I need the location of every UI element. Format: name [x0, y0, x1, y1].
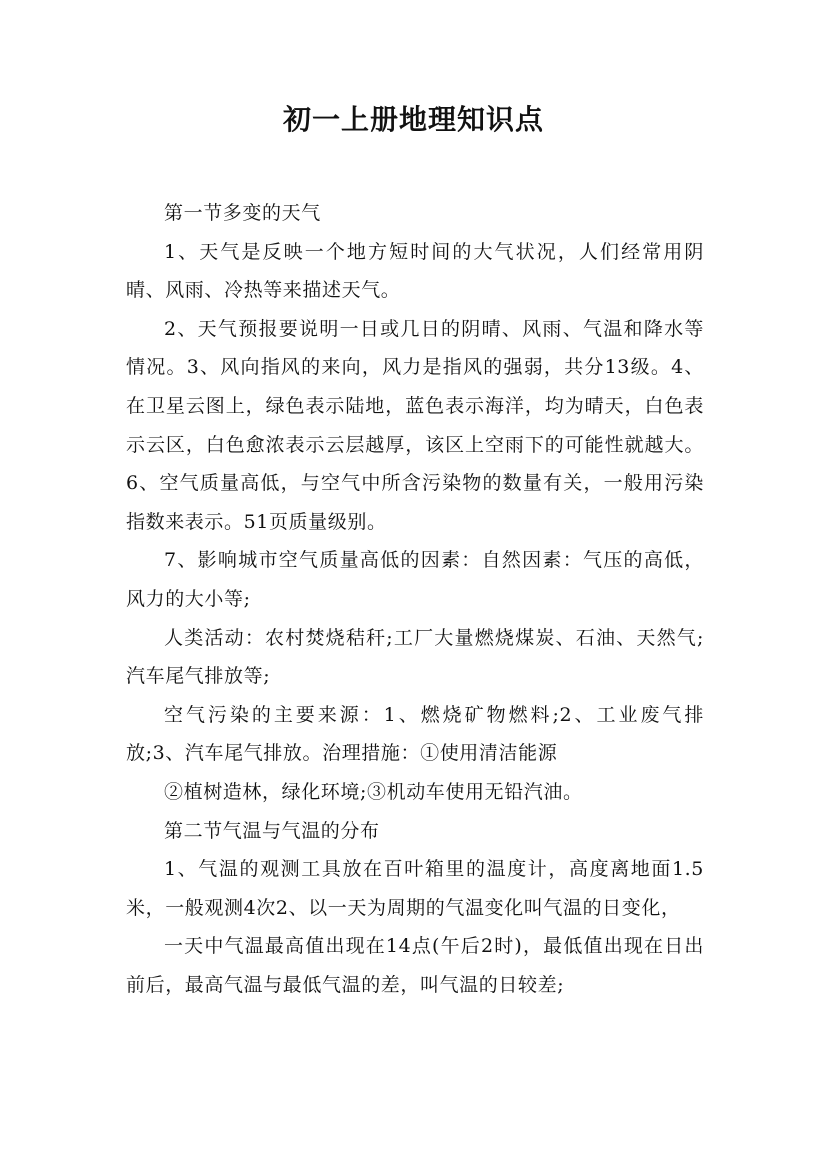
- page-title: 初一上册地理知识点: [282, 103, 544, 136]
- paragraph: 2、天气预报要说明一日或几日的阴晴、风雨、气温和降水等情况。3、风向指风的来向，风力是指风的强弱，共分13级。4、在卫星云图上，绿色表示陆地，蓝色表示海洋，均为晴天，白色表示云区，白色愈浓表示云层越厚，该区上空雨下的可能性就越大。6、空气质量高低，与空气中所含污染物的数量有关，一般用污染指数来表示。51页质量级别。: [126, 317, 704, 533]
- document-body: [126, 194, 704, 1004]
- paragraph: 1、气温的观测工具放在百叶箱里的温度计，高度离地面1.5米，一般观测4次2、以一天为周期的气温变化叫气温的日变化，: [126, 858, 704, 919]
- paragraph: 7、影响城市空气质量高低的因素：自然因素：气压的高低，风力的大小等;: [126, 549, 704, 610]
- paragraph-section-heading-2: 第二节气温与气温的分布: [164, 819, 380, 842]
- paragraph: 一天中气温最高值出现在14点(午后2时)，最低值出现在日出前后，最高气温与最低气温的差，叫气温的日较差;: [126, 935, 704, 996]
- paragraph: 1、天气是反映一个地方短时间的大气状况，人们经常用阴晴、风雨、冷热等来描述天气。: [126, 240, 704, 302]
- paragraph: ②植树造林，绿化环境;③机动车使用无铅汽油。: [164, 780, 583, 803]
- paragraph: 人类活动：农村焚烧秸秆;工厂大量燃烧煤炭、石油、天然气;汽车尾气排放等;: [126, 626, 704, 688]
- paragraph: 空气污染的主要来源：1、燃烧矿物燃料;2、工业废气排放;3、汽车尾气排放。治理措施：①使用清洁能源: [126, 703, 704, 765]
- paragraph-section-heading-1: 第一节多变的天气: [164, 202, 321, 224]
